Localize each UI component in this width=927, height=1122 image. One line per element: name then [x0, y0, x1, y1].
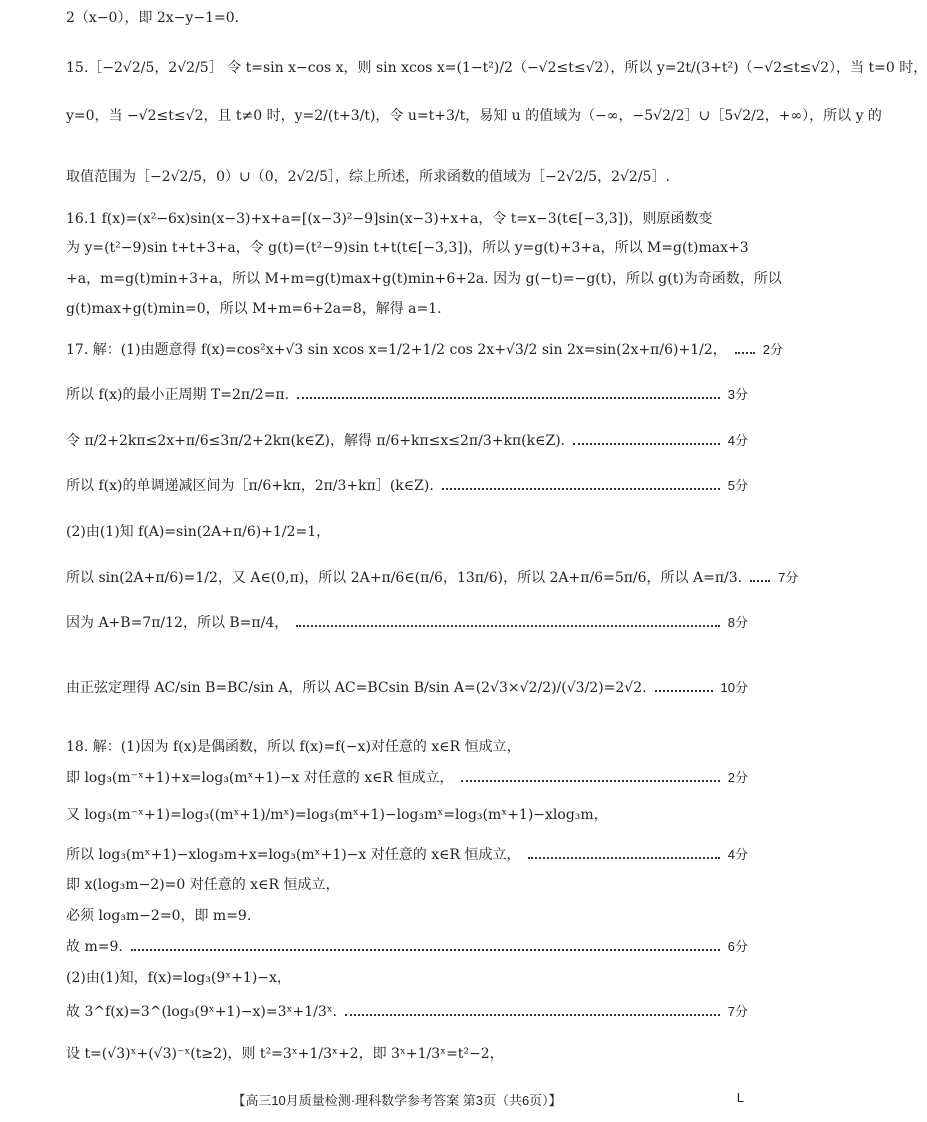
text-line [66, 737, 748, 757]
line-text: 16.1 f(x)=(x²−6x)sin(x−3)+x+a=[(x−3)²−9]sin(x−3)+x+a，令 t=x−3(t∈[−3,3])，则原函数变 [66, 211, 713, 227]
line-text: 18. 解：(1)因为 f(x)是偶函数，所以 f(x)=f(−x)对任意的 x∈R 恒成立， [66, 739, 521, 755]
line-text: 即 log₃(m⁻ˣ+1)+x=log₃(mˣ+1)−x 对任意的 x∈R 恒成立， [66, 770, 454, 786]
text-line [66, 568, 799, 588]
score-mark: 4分 [727, 847, 748, 862]
line-text: y=0，当 −√2≤t≤√2，且 t≠0 时，y=2/(t+3/t)，令 u=t+3/t，易知 u 的值域为（−∞，−5√2/2］∪［5√2/2，+∞），所以 y 的 [66, 108, 882, 124]
line-text: 为 y=(t²−9)sin t+t+3+a，令 g(t)=(t²−9)sin t+t(t∈[−3,3])，所以 y=g(t)+3+a，所以 M=g(t)max+3 [66, 240, 749, 256]
text-line [66, 8, 748, 28]
line-text: 所以 log₃(mˣ+1)−xlog₃m+x=log₃(mˣ+1)−x 对任意的 x∈R 恒成立， [66, 847, 521, 863]
line-text: g(t)max+g(t)min=0，所以 M+m=6+2a=8，解得 a=1. [66, 301, 442, 317]
text-line [66, 613, 748, 633]
line-text: 由正弦定理得 AC/sin B=BC/sin A，所以 AC=BCsin B/sin A=(2√3×√2/2)/(√3/2)=2√2. [66, 680, 647, 696]
text-line [66, 238, 748, 258]
score-mark: 10分 [720, 680, 748, 695]
corner-mark: L [736, 1090, 744, 1105]
text-line [66, 1044, 748, 1064]
text-line [66, 58, 927, 78]
text-line [66, 209, 748, 229]
line-text: 令 π/2+2kπ≤2x+π/6≤3π/2+2kπ(k∈Z)，解得 π/6+kπ≤x≤2π/3+kπ(k∈Z). [66, 433, 566, 449]
score-mark: 3分 [727, 387, 748, 402]
text-line [66, 269, 782, 289]
line-text: (2)由(1)知 f(A)=sin(2A+π/6)+1/2=1， [66, 524, 331, 540]
leader-dots [750, 580, 770, 582]
text-line [66, 805, 748, 825]
leader-dots [528, 857, 719, 859]
line-text: 故 m=9. [66, 939, 123, 955]
text-line [66, 845, 748, 865]
leader-dots [735, 352, 755, 354]
leader-dots [573, 443, 720, 445]
line-text: 又 log₃(m⁻ˣ+1)=log₃((mˣ+1)/mˣ)=log₃(mˣ+1)−log₃mˣ=log₃(mˣ+1)−xlog₃m， [66, 807, 608, 823]
line-text: 必须 log₃m−2=0，即 m=9. [66, 908, 252, 924]
line-text: 所以 f(x)的单调递减区间为［π/6+kπ，2π/3+kπ］(k∈Z). [66, 478, 434, 494]
footer-text: 【高三10月质量检测·理科数学参考答案 第3页（共6页）】 [232, 1093, 562, 1108]
text-line [66, 937, 748, 957]
line-text: 因为 A+B=7π/12，所以 B=π/4， [66, 615, 289, 631]
score-mark: 5分 [727, 478, 748, 493]
score-mark: 6分 [727, 939, 748, 954]
score-mark: 7分 [727, 1004, 748, 1019]
text-line [66, 906, 748, 926]
text-line [66, 768, 748, 788]
score-mark: 7分 [778, 570, 799, 585]
leader-dots [345, 1014, 720, 1016]
text-line [66, 340, 783, 360]
leader-dots [297, 397, 720, 399]
line-text: +a，m=g(t)min+3+a，所以 M+m=g(t)max+g(t)min+6+2a. 因为 g(−t)=−g(t)，所以 g(t)为奇函数，所以 [66, 271, 782, 287]
text-line [66, 875, 748, 895]
text-line [66, 476, 748, 496]
score-mark: 8分 [727, 615, 748, 630]
text-line [66, 522, 748, 542]
leader-dots [131, 949, 720, 951]
line-text: 所以 f(x)的最小正周期 T=2π/2=π. [66, 387, 290, 403]
leader-dots [461, 780, 719, 782]
text-line [66, 678, 748, 698]
text-line [66, 1002, 748, 1022]
line-text: 17. 解：(1)由题意得 f(x)=cos²x+√3 sin xcos x=1/2+1/2 cos 2x+√3/2 sin 2x=sin(2x+π/6)+1/2， [66, 342, 727, 358]
line-text: 所以 sin(2A+π/6)=1/2，又 A∈(0,π)，所以 2A+π/6∈(π/6，13π/6)，所以 2A+π/6=5π/6，所以 A=π/3. [66, 570, 743, 586]
line-text: (2)由(1)知，f(x)=log₃(9ˣ+1)−x， [66, 970, 291, 986]
line-text: 即 x(log₃m−2)=0 对任意的 x∈R 恒成立， [66, 877, 340, 893]
score-mark: 2分 [727, 770, 748, 785]
text-line [66, 968, 748, 988]
line-text: 2（x−0），即 2x−y−1=0. [66, 10, 240, 26]
text-line [66, 385, 748, 405]
text-line [66, 167, 748, 187]
score-mark: 2分 [762, 342, 783, 357]
score-mark: 4分 [727, 433, 748, 448]
line-text: 15.［−2√2/5，2√2/5］ 令 t=sin x−cos x，则 sin xcos x=(1−t²)/2（−√2≤t≤√2），所以 y=2t/(3+t²)（−√2≤t≤√2），当 t=0 时， [66, 60, 927, 76]
leader-dots [655, 690, 713, 692]
line-text: 设 t=(√3)ˣ+(√3)⁻ˣ(t≥2)，则 t²=3ˣ+1/3ˣ+2，即 3ˣ+1/3ˣ=t²−2， [66, 1046, 504, 1062]
text-line [66, 299, 748, 319]
page-footer [0, 1090, 794, 1110]
text-line [66, 106, 882, 126]
line-text: 故 3^f(x)=3^(log₃(9ˣ+1)−x)=3ˣ+1/3ˣ. [66, 1004, 338, 1020]
leader-dots [296, 625, 720, 627]
leader-dots [442, 488, 720, 490]
line-text: 取值范围为［−2√2/5，0）∪（0，2√2/5］，综上所述，所求函数的值域为［−2√2/5，2√2/5］. [66, 169, 670, 185]
text-line [66, 431, 748, 451]
